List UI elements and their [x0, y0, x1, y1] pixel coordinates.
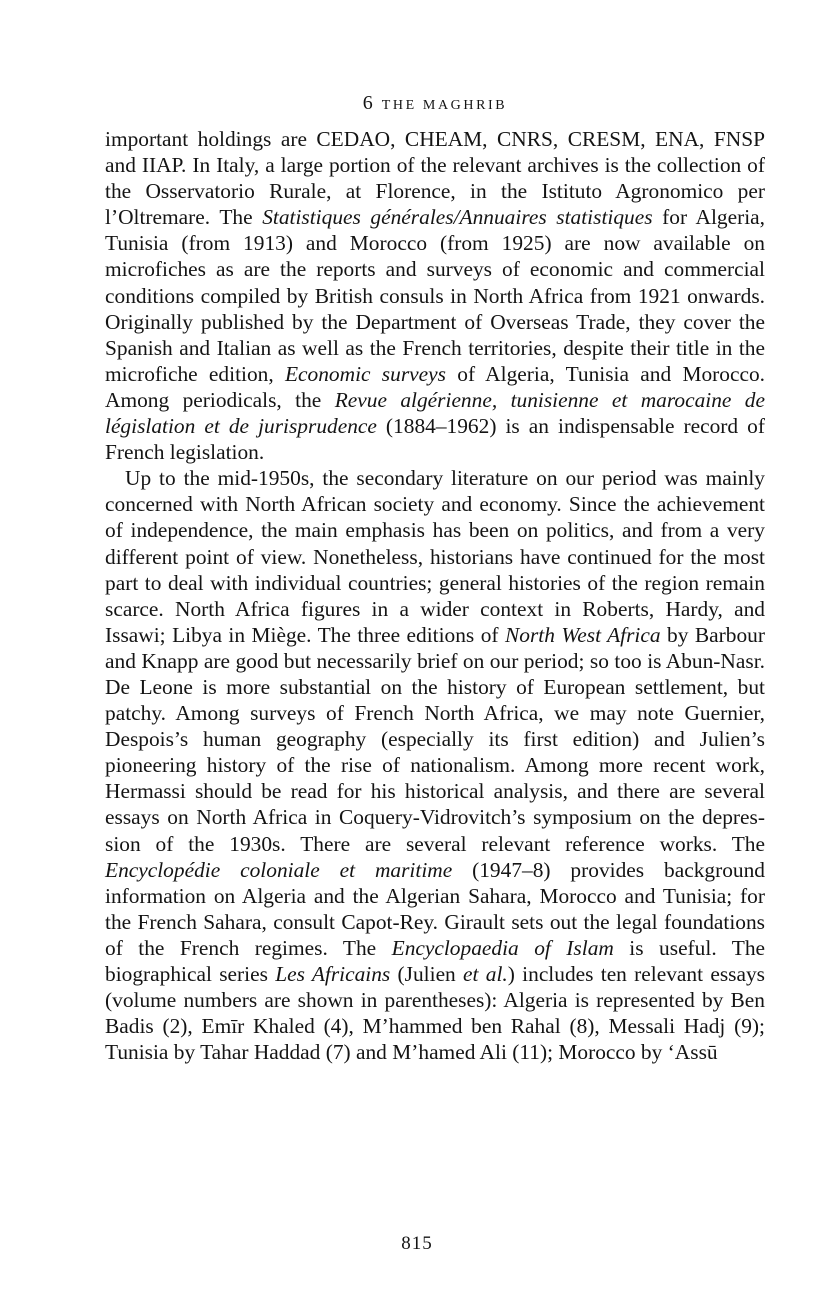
text-run: (1947–8) provides background information on Algeria and the Algerian Sahara, Morocco and Tunisia; for the French Sahara, consult Capot-Rey. Girault sets out the legal foundations of the French regimes. The	[105, 857, 765, 960]
running-head-title: THE MAGHRIB	[381, 98, 508, 113]
text-run: Up to the mid-1950s, the secondary literature on our period was mainly concerned with North African society and economy. Since the achievement of independence, the main emphasis has been on politics, and from a very different point of view. Nonetheless, historians have continued for the most part to deal with individual countries; general histories of the region remain scarce. North Africa figures in a wider context in Roberts, Hardy, and Issawi; Libya in Miège. The three editions of	[105, 466, 765, 647]
text-run: (Julien	[390, 962, 464, 986]
italic-title: Encyclopédie coloniale et maritime	[105, 857, 453, 882]
running-head-page-number: 6	[362, 92, 373, 114]
italic-title: et al.	[463, 962, 508, 986]
folio-page-number: 815	[401, 1233, 433, 1254]
italic-title: Statistiques générales/Annuaires statistiques	[262, 205, 653, 230]
body-text	[105, 126, 765, 1065]
text-run: for Algeria, Tunisia (from 1913) and Morocco (from 1925) are now available on microfiches as are the reports and surveys of economic and commercial conditions compiled by British consuls in North Africa from 1921 onwards. Originally published by the Department of Overseas Trade, they cover the Spanish and Italian as well as the French territories, despite their title in the microfiche edition,	[105, 205, 765, 386]
italic-title: Revue algérienne, tunisienne et marocaine de législation et de jurisprudence	[105, 387, 766, 439]
text-run: ) includes ten relevant essays (volume numbers are shown in parentheses): Algeria is represented by Ben Badis (2), Emīr Khaled (4), M’hammed ben Rahal (8), Messali Hadj (9); Tunisia by Tahar Haddad (7) and M’hamed Ali (11); Morocco by ‘Assū	[105, 962, 765, 1065]
italic-title: Encyclopaedia of Islam	[391, 935, 614, 960]
text-run: (1884–1962) is an indispensable record of French legislation.	[105, 414, 765, 465]
text-run: important holdings are CEDAO, CHEAM, CNRS, CRESM, ENA, FNSP and IIAP. In Italy, a large portion of the relevant archives is the collection of the Osservatorio Rurale, at Florence, in the Istituto Agronomico per l’Oltremare. The	[105, 127, 765, 230]
italic-title: Les Africains	[275, 962, 391, 986]
italic-title: North West Africa	[505, 622, 661, 647]
text-run: of Algeria, Tunisia and Morocco. Among periodicals, the	[105, 361, 766, 412]
running-head	[105, 92, 765, 115]
text-run: by Barbour and Knapp are good but necessarily brief on our period; so too is Abun-Nasr. De Leone is more substantial on the history of European settlement, but patchy. Among surveys of French North Africa, we may note Guernier, Despois’s human geography (especially its first edition) and Julien’s pioneering history of the rise of nationalism. Among more recent work, Hermassi should be read for his historical analysis, and there are several essays on North Africa in Coquery-Vidrovitch’s symposium on the depression of the 1930s. There are several relevant reference works. The	[105, 622, 765, 856]
body-paragraph	[105, 126, 765, 465]
italic-title: Economic surveys	[284, 361, 446, 386]
body-paragraph	[105, 465, 765, 1065]
page	[105, 92, 765, 1065]
text-run: is useful. The biographical series	[105, 935, 766, 986]
